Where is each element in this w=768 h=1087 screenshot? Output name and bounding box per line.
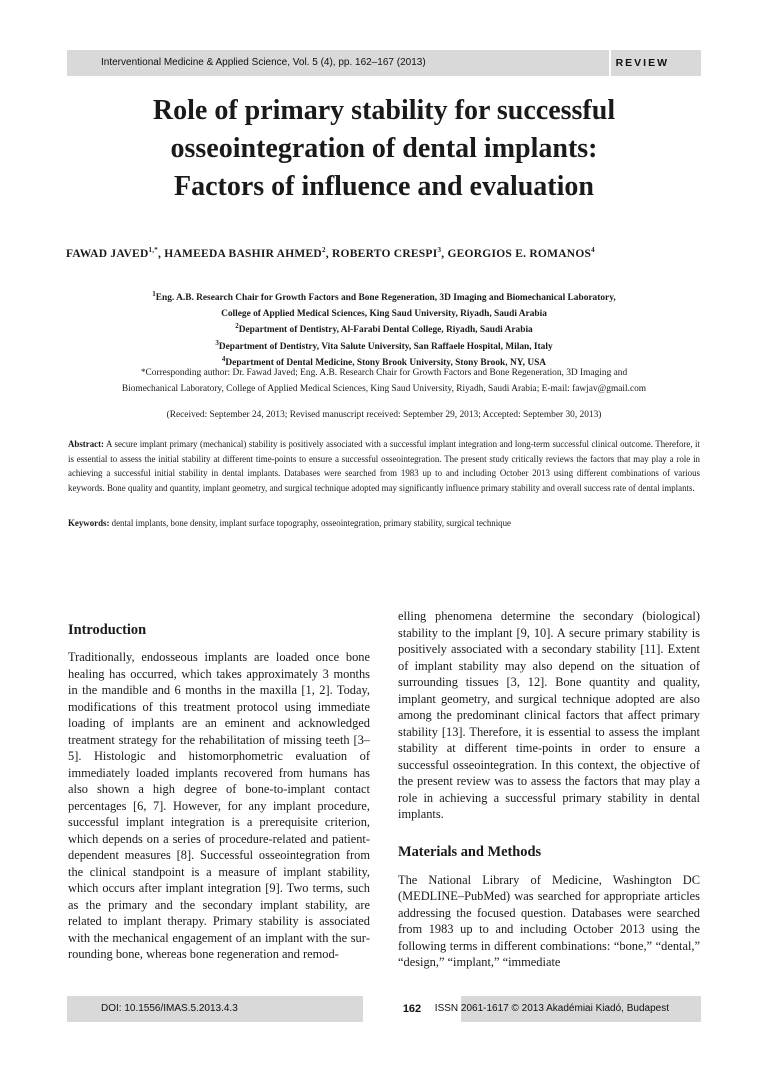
affiliation-list (60, 290, 708, 371)
header-divider (609, 50, 611, 76)
affiliation-text: Department of Dentistry, Al-Farabi Dental College, Riyadh, Saudi Arabia (238, 325, 533, 336)
body-paragraph: Traditionally, endosseous implants are loaded once bone healing has occurred, which takes approximately 3 months in the mandible and 6 months in the maxilla [1, 2]. Today, modifications of this treatment protocol using immediate loading of implants are an eminent and acknowledged treatment strategy for the rehabilitation of missing teeth [3–5]. Histologic and histomorphometric evaluation of immediately loaded implants recovered from humans has also shown a high degree of bone-to-implant contact percentages [6, 7]. However, for any implant procedure, successful implant integration is a prerequisite criterion, which depends on a series of procedure-related and patient-dependent measures [8]. Successful osseointegration from the clinical standpoint is a measure of implant stability, which occurs after implant integration [9]. Two terms, such as the primary and the secondary implant stability, are related to implant therapy. Primary stability is associated with the mechanical engagement of an implant with the surrounding bone, whereas bone regeneration and remod- (68, 650, 370, 961)
affiliation-text: Department of Dental Medicine, Stony Brook University, Stony Brook, NY, USA (225, 357, 547, 368)
affiliation-text: Department of Dentistry, Vita Salute University, San Raffaele Hospital, Milan, Italy (218, 341, 553, 352)
affiliation-line (60, 290, 708, 306)
corresponding-author (60, 365, 708, 397)
affiliation-text: Eng. A.B. Research Chair for Growth Factors and Bone Regeneration, 3D Imaging and Biomechanical Laboratory, (155, 293, 616, 303)
affiliation-line (60, 322, 708, 338)
affiliation-text: College of Applied Medical Sciences, King Saud University, Riyadh, Saudi Arabia (221, 309, 547, 320)
page-number: 162 (363, 996, 461, 1022)
title-line: Role of primary stability for successful (152, 95, 616, 126)
keywords-label: Keywords: (68, 518, 110, 528)
abstract-text: A secure implant primary (mechanical) stability is positively associated with a successful implant integration and long-term successful clinical outcome. Therefore, it is essential to assess the initial stability at different time-points to ensure a successful osseointegration. The present study critically reviews the factors that may play a role in achieving a successful initial stability in dental implants. Databases were searched from 1983 up to and including October 2013 using different combinations of various keywords. Bone quality and quantity, implant geometry, and surgical technique adopted may significantly influence primary stability and overall success rate of dental implants. (68, 439, 700, 493)
affiliation-marker: 2 (235, 322, 239, 331)
running-footer (67, 996, 701, 1022)
author-separator: , (158, 248, 165, 260)
body-paragraph: elling phenomena determine the secondary (biological) stability to the implant [9, 10]. A secure primary stability is positively associated with a secondary stability [11]. Extent of implant stability may also depend on the situation of surrounding tissues [3, 12]. Bone quantity and quality, implant geometry, and surgical technique adopted are also among the predominant clinical factors that affect primary stability [13]. Therefore, it is essential to assess the implant stability at different time-points in order to ensure a successful osseointegration. In this context, the objective of the present review was to assess the factors that may play a role in achieving a successful primary stability in dental implants. (398, 609, 700, 821)
right-column (398, 608, 700, 971)
author-name: GEORGIOS E. ROMANOS (447, 248, 592, 260)
title-line: osseointegration of dental implants: (170, 133, 598, 164)
abstract-label: Abstract: (68, 439, 104, 449)
section-heading-methods: Materials and Methods (398, 843, 542, 860)
author-list (66, 248, 702, 260)
received-dates: (Received: September 24, 2013; Revised manuscript received: September 29, 2013; Accepted: September 30, 2013) (166, 410, 602, 420)
running-header (67, 50, 701, 76)
author-name: HAMEEDA BASHIR AHMED (164, 248, 322, 260)
affiliation-line (60, 339, 708, 355)
author-separator: , (325, 248, 332, 260)
author-affiliation-marker: 4 (591, 246, 595, 255)
author-name: ROBERTO CRESPI (331, 248, 438, 260)
author-affiliation-marker: 2 (321, 246, 326, 255)
corresponding-line: Biomechanical Laboratory, College of Applied Medical Sciences, King Saud University, Riyadh, Saudi Arabia; E-mail: fawjav@gmail.com (121, 384, 647, 394)
corresponding-line: *Corresponding author: Dr. Fawad Javed; Eng. A.B. Research Chair for Growth Factors and Bone Regeneration, 3D Imaging and (140, 368, 628, 378)
author-affiliation-marker: 1,* (148, 246, 159, 255)
affiliation-marker: 3 (215, 338, 219, 347)
affiliation-marker: 1 (152, 289, 156, 298)
left-column (68, 621, 370, 963)
article-type-label: REVIEW (615, 57, 669, 69)
issn-copyright: ISSN 2061-1617 © 2013 Akadémiai Kiadó, Budapest (434, 1003, 669, 1014)
keywords-text: dental implants, bone density, implant surface topography, osseointegration, primary stability, surgical technique (109, 518, 511, 528)
doi: DOI: 10.1556/IMAS.5.2013.4.3 (101, 1003, 238, 1014)
body-paragraph: The National Library of Medicine, Washington DC (MEDLINE–PubMed) was searched for appropriate articles addressing the focused question. Databases were searched from 1983 up to and including October 2013 using the following terms in different combinations: “bone,” “dental,” “design,” “implant,” “immediate (398, 872, 700, 969)
abstract (68, 437, 700, 495)
author-name: FAWAD JAVED (66, 248, 149, 260)
affiliation-marker: 4 (221, 354, 226, 363)
affiliation-line (60, 306, 708, 322)
author-affiliation-marker: 3 (437, 246, 442, 255)
keywords (68, 516, 700, 530)
journal-citation: Interventional Medicine & Applied Science, Vol. 5 (4), pp. 162–167 (2013) (101, 57, 426, 68)
section-heading-introduction: Introduction (68, 622, 147, 638)
article-title (60, 92, 708, 206)
author-separator: , (441, 248, 448, 260)
title-line: Factors of influence and evaluation (174, 171, 594, 202)
